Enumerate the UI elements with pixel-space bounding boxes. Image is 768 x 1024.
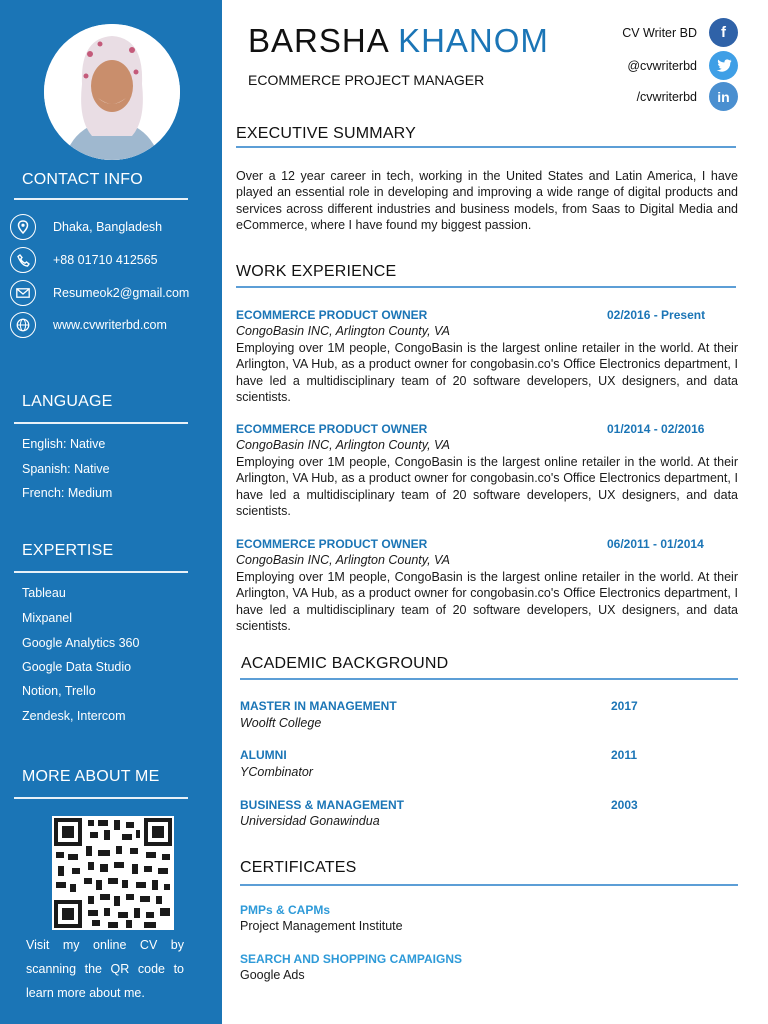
job-title: ECOMMERCE PRODUCT OWNER [236, 422, 428, 436]
expertise-divider [14, 571, 188, 573]
social-twitter-label: @cvwriterbd [627, 58, 697, 73]
expertise-heading: EXPERTISE [22, 542, 114, 559]
education-year: 2003 [611, 798, 638, 812]
academic-heading: ACADEMIC BACKGROUND [241, 655, 449, 672]
expertise-item: Google Data Studio [22, 660, 132, 674]
job-date: 01/2014 - 02/2016 [607, 422, 705, 436]
globe-icon [10, 312, 36, 338]
first-name: BARSHA [248, 22, 388, 59]
facebook-icon[interactable]: f [709, 18, 738, 47]
linkedin-icon[interactable]: in [709, 82, 738, 111]
contact-location-text: Dhaka, Bangladesh [53, 220, 163, 234]
job-description: Employing over 1M people, CongoBasin is the largest online retailer in the world. At their Arlington, VA Hub, as a product owner for congobasin.co's Office Electronics department, I have led a multidisciplinary team of 20 software developers, UX designers, and data scientists. [236, 570, 738, 633]
contact-phone-text: +88 01710 412565 [53, 253, 158, 267]
education-year: 2017 [611, 699, 638, 713]
contact-phone [10, 247, 158, 273]
expertise-item: Zendesk, Intercom [22, 709, 126, 723]
certificates-heading: CERTIFICATES [240, 859, 357, 876]
education-school: YCombinator [240, 765, 313, 779]
candidate-name [248, 22, 549, 60]
language-divider [14, 422, 188, 424]
education-school: Woolft College [240, 716, 322, 730]
certificate-title: SEARCH AND SHOPPING CAMPAIGNS [240, 952, 463, 966]
academic-divider [240, 678, 738, 680]
summary-text: Over a 12 year career in tech, working in the United States and Latin America, I have played an essential role in developing and improving a wide range of digital products and services across different industries and business models, from Saas to Digital Media and eCommerce, where I have found my biggest passion. [236, 169, 738, 232]
job-company: CongoBasin INC, Arlington County, VA [236, 438, 451, 452]
certificate-title: PMPs & CAPMs [240, 903, 331, 917]
contact-email-text[interactable]: Resumeok2@gmail.com [53, 286, 190, 300]
contact-website-text[interactable]: www.cvwriterbd.com [53, 318, 167, 332]
contact-location [10, 214, 162, 240]
education-title: MASTER IN MANAGEMENT [240, 699, 397, 713]
qr-code[interactable] [52, 816, 174, 930]
job-description: Employing over 1M people, CongoBasin is the largest online retailer in the world. At their Arlington, VA Hub, as a product owner for congobasin.co's Office Electronics department, I have led a multidisciplinary team of 20 software developers, UX designers, and data scientists. [236, 455, 738, 518]
job-title: ECOMMERCE PRODUCT OWNER [236, 308, 428, 322]
profile-photo [44, 24, 180, 160]
email-icon [10, 280, 36, 306]
job-date: 06/2011 - 01/2014 [607, 537, 704, 551]
summary-heading: EXECUTIVE SUMMARY [236, 125, 417, 142]
more-about-divider [14, 797, 188, 799]
language-item: Spanish: Native [22, 462, 110, 476]
job-title: ECOMMERCE PRODUCT OWNER [236, 537, 428, 551]
language-item: English: Native [22, 437, 106, 451]
job-company: CongoBasin INC, Arlington County, VA [236, 324, 451, 338]
job-role: ECOMMERCE PROJECT MANAGER [248, 72, 485, 88]
job-company: CongoBasin INC, Arlington County, VA [236, 553, 451, 567]
contact-email [10, 280, 189, 306]
job-date: 02/2016 - Present [607, 308, 706, 322]
social-linkedin-label: /cvwriterbd [636, 89, 697, 104]
sidebar [0, 0, 222, 1024]
expertise-item: Google Analytics 360 [22, 636, 140, 650]
language-heading: LANGUAGE [22, 393, 113, 410]
contact-heading: CONTACT INFO [22, 171, 143, 188]
twitter-icon[interactable] [709, 51, 738, 80]
education-title: BUSINESS & MANAGEMENT [240, 798, 405, 812]
education-school: Universidad Gonawindua [240, 814, 380, 828]
expertise-item: Notion, Trello [22, 684, 96, 698]
social-twitter[interactable] [627, 51, 738, 80]
social-linkedin[interactable] [637, 82, 738, 111]
contact-divider [14, 198, 188, 200]
more-about-heading: MORE ABOUT ME [22, 768, 160, 785]
location-pin-icon [10, 214, 36, 240]
job-description: Employing over 1M people, CongoBasin is the largest online retailer in the world. At their Arlington, VA Hub, as a product owner for congobasin.co's Office Electronics department, I have led a multidisciplinary team of 20 software developers, UX designers, and data scientists. [236, 341, 738, 404]
certificate-org: Google Ads [240, 968, 305, 982]
last-name: KHANOM [398, 22, 549, 59]
language-item: French: Medium [22, 486, 113, 500]
social-facebook-label: CV Writer BD [622, 25, 697, 40]
certificate-org: Project Management Institute [240, 919, 403, 933]
expertise-item: Mixpanel [22, 611, 73, 625]
summary-divider [236, 146, 736, 148]
phone-icon [10, 247, 36, 273]
work-divider [236, 286, 736, 288]
more-about-text: Visit my online CV by scanning the QR code to learn more about me. [26, 938, 184, 1000]
education-title: ALUMNI [240, 748, 287, 762]
expertise-item: Tableau [22, 586, 66, 600]
contact-website [10, 312, 167, 338]
certificates-divider [240, 884, 738, 886]
work-heading: WORK EXPERIENCE [236, 263, 397, 280]
education-year: 2011 [611, 748, 638, 762]
social-facebook[interactable] [622, 18, 738, 47]
